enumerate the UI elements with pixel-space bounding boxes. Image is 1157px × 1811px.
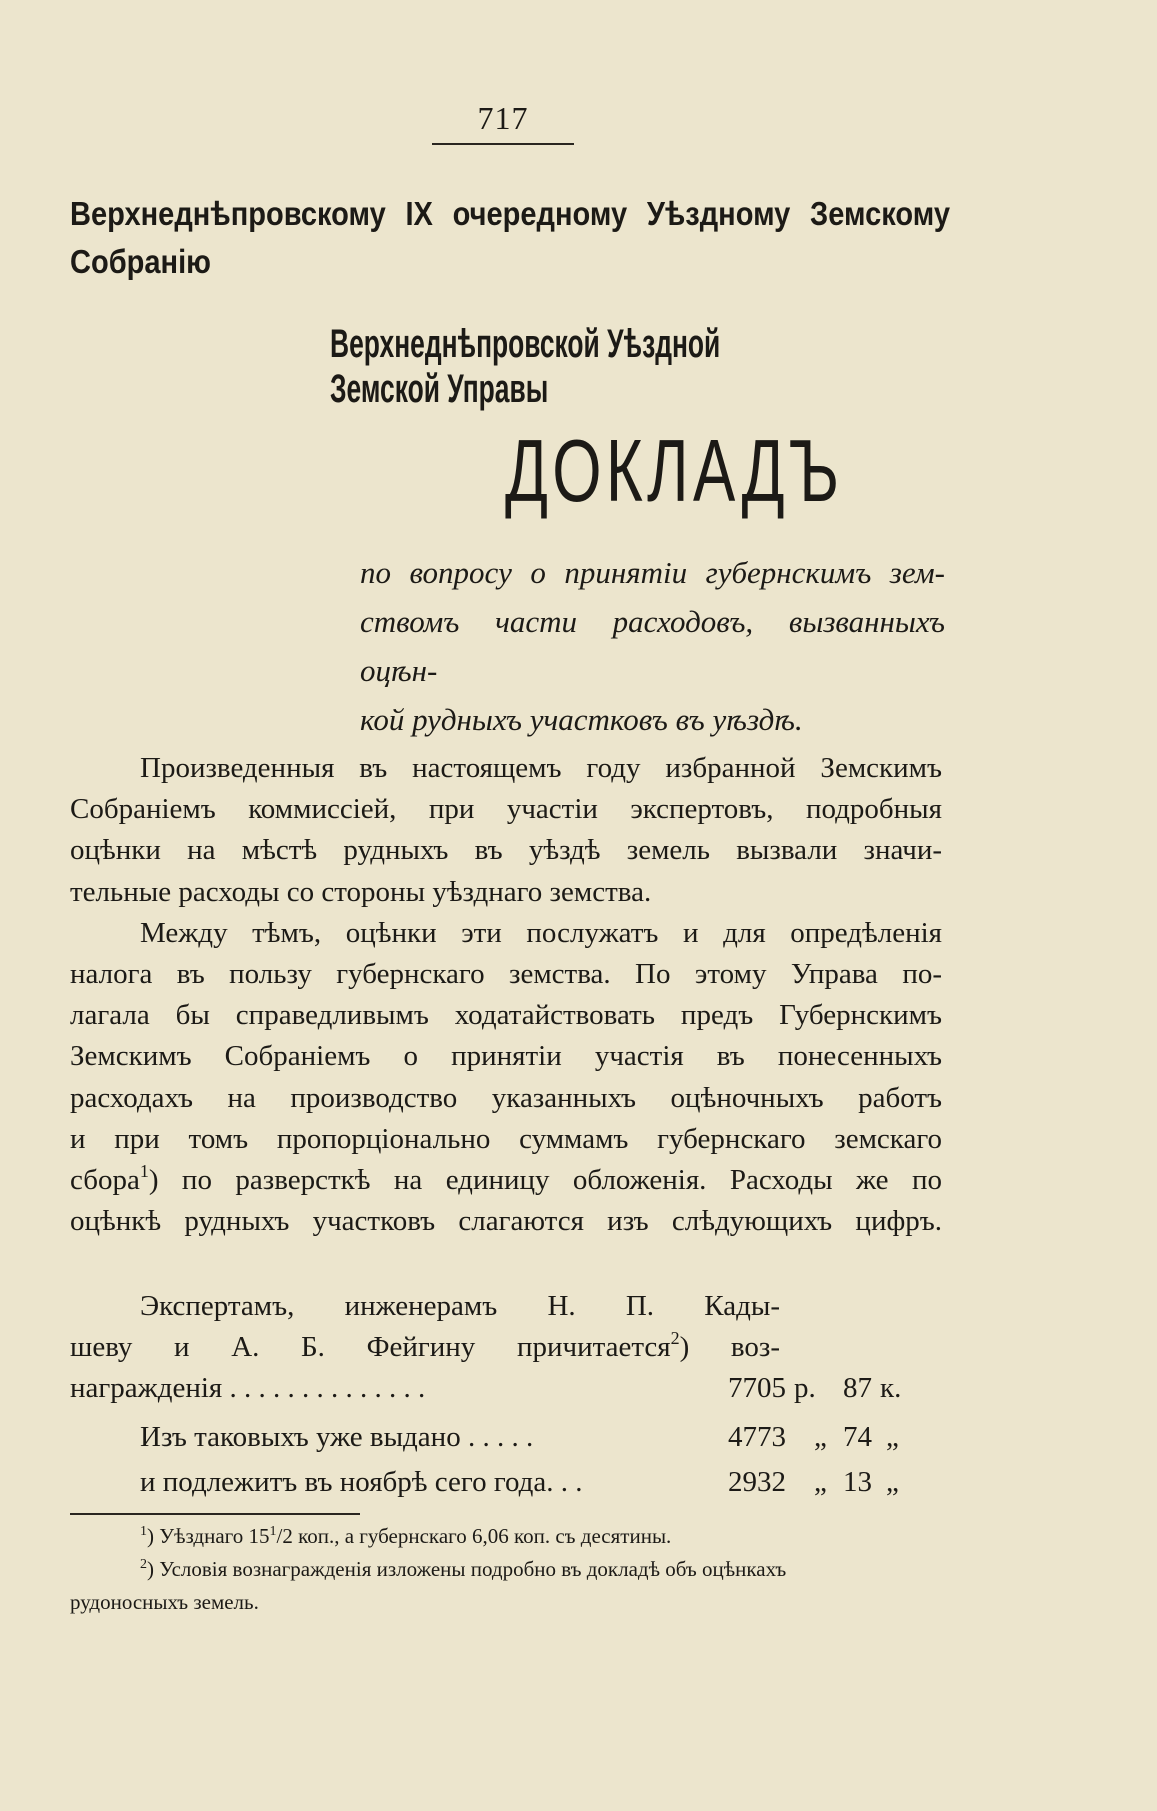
- body-line: Собраніемъ коммиссіей, при участіи экспертовъ, подробныя: [70, 793, 942, 826]
- experts-text: шеву и А. Б. Фейгину причитается: [70, 1331, 671, 1363]
- page-number: 717: [477, 100, 529, 136]
- footnote-2-continued: рудоносныхъ земель.: [70, 1590, 259, 1614]
- body-line: Земскимъ Собраніемъ о принятіи участія въ понесенныхъ: [70, 1040, 942, 1073]
- footnote-text: ) Уѣзднаго 15: [147, 1524, 270, 1548]
- due-rubles: 2932: [728, 1466, 786, 1498]
- body-line: Между тѣмъ, оцѣнки эти послужатъ и для опредѣленія: [140, 916, 942, 949]
- body-line: расходахъ на производство указанныхъ оцѣночныхъ работъ: [70, 1081, 942, 1114]
- experts-text: ) воз-: [679, 1331, 781, 1363]
- issued-label: Изъ таковыхъ уже выдано . . . . .: [140, 1421, 534, 1453]
- footnote-ref: 1: [139, 1161, 149, 1182]
- footnote-text: ) Условія вознагражденія изложены подробно въ докладѣ объ оцѣнкахъ: [147, 1557, 787, 1581]
- issued-rubles: 4773: [728, 1421, 786, 1453]
- subject-line: кой рудныхъ участковъ въ уѣздѣ.: [360, 702, 803, 737]
- footnote-mark: 1: [140, 1524, 147, 1539]
- experts-line: Экспертамъ, инженерамъ Н. П. Кады-: [140, 1290, 780, 1322]
- body-text-run: ) по разверсткѣ на единицу обложенія. Расходы же по: [148, 1164, 942, 1197]
- body-line: [70, 1160, 942, 1201]
- body-line: тельные расходы со стороны уѣзднаго земства.: [70, 875, 652, 908]
- body-text-run: сбора: [70, 1164, 140, 1197]
- footnote-mark: 2: [140, 1557, 147, 1572]
- body-line: и при томъ пропорціонально суммамъ губернскаго земскаго: [70, 1122, 942, 1155]
- footnote-1: [70, 1520, 946, 1553]
- reward-rubles-unit: р.: [794, 1372, 816, 1404]
- footnote-rule: [70, 1513, 360, 1515]
- page-number-rule: [432, 143, 574, 145]
- body-line: Произведенныя въ настоящемъ году избранной Земскимъ: [140, 752, 942, 784]
- subject-line: ствомъ части расходовъ, вызванныхъ оцѣн-: [360, 604, 945, 688]
- footnotes: [70, 1520, 946, 1619]
- reward-kopecks-unit: к.: [880, 1372, 902, 1404]
- due-rubles-unit: „: [814, 1466, 827, 1498]
- fraction-denominator: /2: [276, 1524, 293, 1548]
- body-text: [70, 748, 942, 1242]
- from-heading: Верхнеднѣпровской Уѣздной Земской Управы: [330, 322, 721, 411]
- due-label: и подлежитъ въ ноябрѣ сего года. . .: [140, 1466, 583, 1498]
- footnote-ref: 2: [670, 1328, 680, 1348]
- reward-label: награжденія . . . . . . . . . . . . . .: [70, 1372, 426, 1404]
- due-kopecks-unit: „: [886, 1466, 899, 1498]
- issued-kopecks: 74: [843, 1421, 872, 1453]
- fraction-numerator: 1: [269, 1524, 277, 1539]
- document-title: ДОКЛАДЪ: [505, 421, 844, 520]
- subject: [360, 548, 945, 744]
- footnote-text: коп., а губернскаго 6,06 коп. съ десятины.: [292, 1524, 672, 1548]
- footnote-2: [70, 1553, 946, 1586]
- reward-rubles: 7705: [728, 1372, 786, 1404]
- addressee-heading: Верхнеднѣпровскому IX очередному Уѣздному Земскому Собранію: [70, 195, 950, 280]
- issued-rubles-unit: „: [814, 1421, 827, 1453]
- body-line: лагала бы справедливымъ ходатайствовать предъ Губернскимъ: [70, 999, 942, 1032]
- due-kopecks: 13: [843, 1466, 872, 1498]
- experts-line: [70, 1328, 781, 1364]
- body-line: оцѣнкѣ рудныхъ участковъ слагаются изъ слѣдующихъ цифръ.: [70, 1205, 942, 1238]
- reward-kopecks: 87: [843, 1372, 872, 1404]
- subject-line: по вопросу о принятіи губернскимъ зем-: [360, 555, 945, 590]
- body-line: налога въ пользу губернскаго земства. По этому Управа по-: [70, 958, 942, 991]
- issued-kopecks-unit: „: [886, 1421, 899, 1453]
- body-line: оцѣнки на мѣстѣ рудныхъ въ уѣздѣ земель вызвали значи-: [70, 834, 942, 867]
